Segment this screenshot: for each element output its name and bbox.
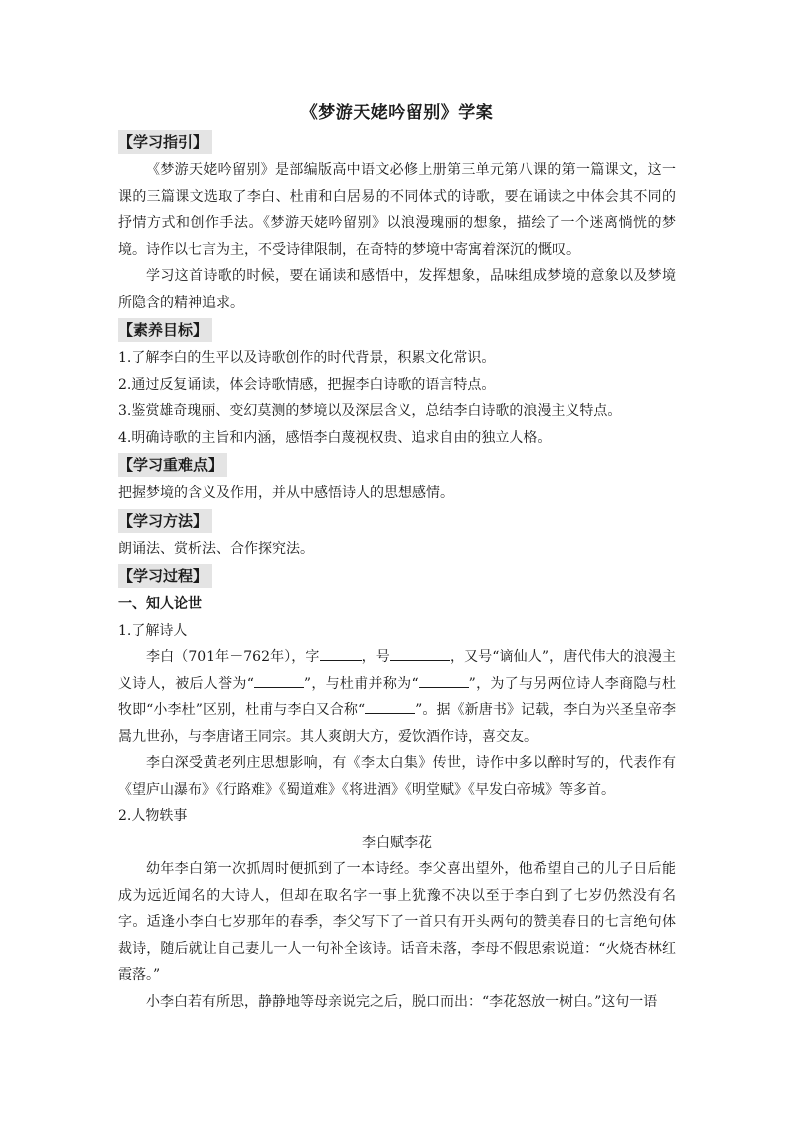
bio-text-3: ，又号“谪仙人”，唐代伟大的浪漫主义诗人，被后人誉为“ xyxy=(118,649,676,692)
goal-item-2: 2.通过反复诵读，体会诗歌情感，把握李白诗歌的语言特点。 xyxy=(118,376,496,393)
bio-text-2: ，号 xyxy=(361,649,390,665)
goal-item-1: 1.了解李白的生平以及诗歌创作的时代背景，积累文化常识。 xyxy=(118,350,496,366)
subheading-know-poet: 1.了解诗人 xyxy=(118,622,188,639)
section-heading-guide: 【学习指引】 xyxy=(118,130,212,154)
story-paragraph-1: 幼年李白第一次抓周时便抓到了一本诗经。李父喜出望外，他希望自己的儿子日后能成为远近闻名的大诗人，但却在取名字一事上犹豫不决以至于李白到了七岁仍然没有名字。适逢小李白七岁那年的春季，李父写下了一首只有开头两句的赞美春日的七言绝句体裁诗，随后就让自己妻儿一人一句补全该诗。话音未落，李母不假思索说道：“火烧杏林红霞落。” xyxy=(118,861,676,983)
fill-blank-honorific[interactable] xyxy=(254,673,304,688)
goal-item-4: 4.明确诗歌的主旨和内涵，感悟李白蔑视权贵、追求自由的独立人格。 xyxy=(118,429,552,446)
section-heading-methods: 【学习方法】 xyxy=(118,509,212,533)
section-heading-goals: 【素养目标】 xyxy=(118,318,212,342)
guide-paragraph-2: 学习这首诗歌的时候，要在诵读和感悟中，发挥想象，品味组成梦境的意象以及梦境所隐含的精神追求。 xyxy=(118,268,676,311)
key-points-text: 把握梦境的含义及作用，并从中感悟诗人的思想感情。 xyxy=(118,485,454,501)
guide-paragraph-1: 《梦游天姥吟留别》是部编版高中语文必修上册第三单元第八课的第一篇课文，这一课的三篇课文选取了李白、杜甫和白居易的不同体式的诗歌，要在诵读之中体会其不同的抒情方式和创作手法。《梦游天姥吟留别》以浪漫瑰丽的想象，描绘了一个迷离惝恍的梦境。诗作以七言为主，不受诗律限制，在奇特的梦境中寄寓着深沉的慨叹。 xyxy=(118,162,676,258)
subheading-anecdote: 2.人物轶事 xyxy=(118,808,188,824)
bio-text-6: ”。据《新唐书》记载，李白为兴圣皇帝李暠九世孙，与李唐诸王同宗。其人爽朗大方，爱饮酒作诗，喜交友。 xyxy=(118,702,676,745)
goal-item-3: 3.鉴赏雄奇瑰丽、变幻莫测的梦境以及深层含义，总结李白诗歌的浪漫主义特点。 xyxy=(118,403,622,419)
section-heading-key-points: 【学习重难点】 xyxy=(118,453,227,477)
section-heading-process: 【学习过程】 xyxy=(118,564,212,588)
bio-text-4: ”，与杜甫并称为“ xyxy=(303,675,419,692)
story-title: 李白赋李花 xyxy=(362,834,432,851)
document-body xyxy=(118,128,676,1015)
fill-blank-art-name[interactable] xyxy=(390,646,450,661)
poet-bio-paragraph-1 xyxy=(118,644,676,750)
methods-text: 朗诵法、赏析法、合作探究法。 xyxy=(118,540,314,557)
fill-blank-joint-title[interactable] xyxy=(365,699,415,714)
story-paragraph-2: 小李白若有所思，静静地等母亲说完之后，脱口而出：“李花怒放一树白。”这句一语 xyxy=(146,993,658,1010)
bio-text-5: ”，为了与另两位诗人李商隐与杜牧即“小李杜”区别，杜甫与李白又合称“ xyxy=(118,675,676,718)
fill-blank-courtesy-name[interactable] xyxy=(320,646,362,661)
fill-blank-paired-title[interactable] xyxy=(419,673,469,688)
document-title: 《梦游天姥吟留别》学案 xyxy=(300,103,494,123)
poet-bio-paragraph-2: 李白深受黄老列庄思想影响，有《李太白集》传世，诗作中多以醉时写的，代表作有《望庐山瀑布》《行路难》《蜀道难》《将进酒》《明堂赋》《早发白帝城》等多首。 xyxy=(118,755,676,798)
part-1-heading: 一、知人论世 xyxy=(118,596,202,612)
bio-text-1: 李白（701年－762年），字 xyxy=(146,649,320,665)
